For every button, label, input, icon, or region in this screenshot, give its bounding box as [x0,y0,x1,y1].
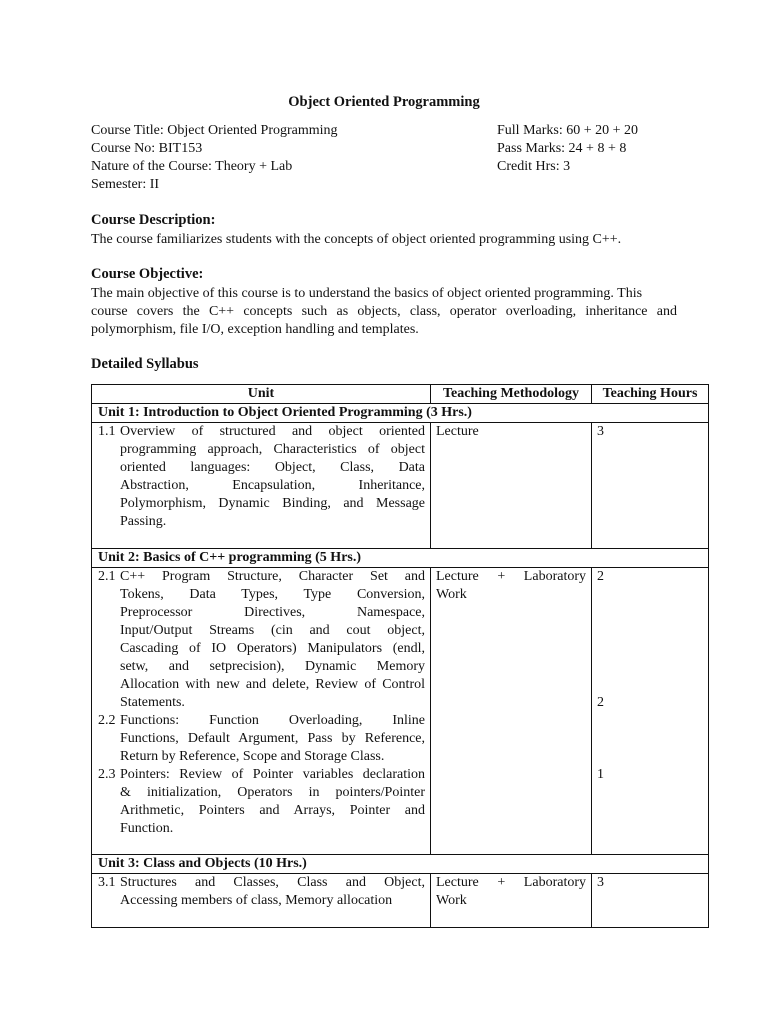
topic-line: Function. [120,821,174,836]
topic-line: C++ Program Structure, Character Set and [120,569,425,584]
description-heading: Course Description: [91,212,216,228]
syllabus-heading: Detailed Syllabus [91,356,199,372]
topic-line: setw, and setprecision), Dynamic Memory [120,659,425,674]
objective-line: course covers the C++ concepts such as objects, class, operator overloading, inheritance and [91,304,677,319]
topic-line: Accessing members of class, Memory allocation [120,893,393,908]
unit-topics-cell [92,568,431,855]
course-number: Course No: BIT153 [91,141,203,156]
topic-number: 3.1 [98,875,116,890]
unit-title-row [92,549,709,568]
topic-line: Polymorphism, Dynamic Binding, and Message [120,496,425,511]
unit-content-row [92,568,709,855]
teaching-hours-cell [592,423,709,549]
topic-line: Functions, Default Argument, Pass by Reference, [120,731,425,746]
methodology-line: Lecture + Laboratory [436,875,586,890]
topic-line: Preprocessor Directives, Namespace, [120,605,425,620]
topic-line: Tokens, Data Types, Type Conversion, [120,587,425,602]
unit-topics-cell [92,874,431,928]
course-info-left [91,122,451,194]
topic-line: Abstraction, Encapsulation, Inheritance, [120,478,425,493]
topic-text [120,766,425,838]
hours-value: 2 [597,695,604,710]
syllabus-table [91,384,709,928]
course-info-right [497,122,697,176]
course-nature: Nature of the Course: Theory + Lab [91,159,293,174]
topic-line: Arithmetic, Pointers and Arrays, Pointer and [120,803,425,818]
topic-text [120,712,425,766]
unit-title: Unit 2: Basics of C++ programming (5 Hrs.) [92,549,709,568]
teaching-methodology-cell [431,874,592,928]
topic-number: 2.2 [98,713,116,728]
credit-hours: Credit Hrs: 3 [497,159,571,174]
unit-content-row [92,423,709,549]
topic-line: Pointers: Review of Pointer variables declaration [120,767,425,782]
unit-title: Unit 3: Class and Objects (10 Hrs.) [92,855,709,874]
unit-content-row [92,874,709,928]
topic-number: 2.1 [98,569,116,584]
description-line: The course familiarizes students with the concepts of object oriented programming using C++. [91,232,622,247]
topic-line: Structures and Classes, Class and Object, [120,875,425,890]
topic-line: Functions: Function Overloading, Inline [120,713,425,728]
topic-number: 1.1 [98,424,116,439]
unit-topics-cell [92,423,431,549]
teaching-methodology-cell [431,568,592,855]
methodology-line: Lecture + Laboratory [436,569,586,584]
topic-line: Overview of structured and object oriented [120,424,425,439]
topic-line: Passing. [120,514,167,529]
column-header-unit: Unit [92,385,431,404]
methodology-line: Lecture [436,424,479,439]
topic-item [98,766,425,838]
topic-line: Input/Output Streams (cin and cout object, [120,623,425,638]
course-semester: Semester: II [91,177,160,192]
hours-value: 1 [597,767,604,782]
topic-line: oriented languages: Object, Class, Data [120,460,425,475]
topic-text [120,568,425,712]
topic-line: Cascading of IO Operators) Manipulators (endl, [120,641,425,656]
table-header-row [92,385,709,404]
pass-marks: Pass Marks: 24 + 8 + 8 [497,141,627,156]
topic-item [98,712,425,766]
methodology-line: Work [436,893,467,908]
topic-text [120,423,425,531]
topic-line: Return by Reference, Scope and Storage Class. [120,749,385,764]
description-text [91,231,677,249]
document-title: Object Oriented Programming [288,94,480,110]
full-marks: Full Marks: 60 + 20 + 20 [497,123,639,138]
topic-line: Allocation with new and delete, Review of Control [120,677,425,692]
topic-number: 2.3 [98,767,116,782]
objective-text [91,285,677,339]
course-title: Course Title: Object Oriented Programming [91,123,338,138]
teaching-hours-cell [592,568,709,855]
topic-line: programming approach, Characteristics of object [120,442,425,457]
unit-title: Unit 1: Introduction to Object Oriented Programming (3 Hrs.) [92,404,709,423]
teaching-methodology-cell [431,423,592,549]
topic-item [98,423,425,531]
hours-value: 2 [597,569,604,584]
objective-line: The main objective of this course is to understand the basics of object oriented programming. This [91,286,643,301]
teaching-hours-cell [592,874,709,928]
column-header-hours: Teaching Hours [592,385,709,404]
column-header-methodology: Teaching Methodology [431,385,592,404]
hours-value: 3 [597,424,604,439]
objective-line: polymorphism, file I/O, exception handling and templates. [91,322,419,337]
methodology-line: Work [436,587,467,602]
unit-title-row [92,404,709,423]
topic-item [98,874,425,910]
topic-item [98,568,425,712]
unit-title-row [92,855,709,874]
topic-line: Statements. [120,695,185,710]
topic-text [120,874,425,910]
hours-value: 3 [597,875,604,890]
topic-line: & initialization, Operators in pointers/Pointer [120,785,425,800]
objective-heading: Course Objective: [91,266,204,282]
